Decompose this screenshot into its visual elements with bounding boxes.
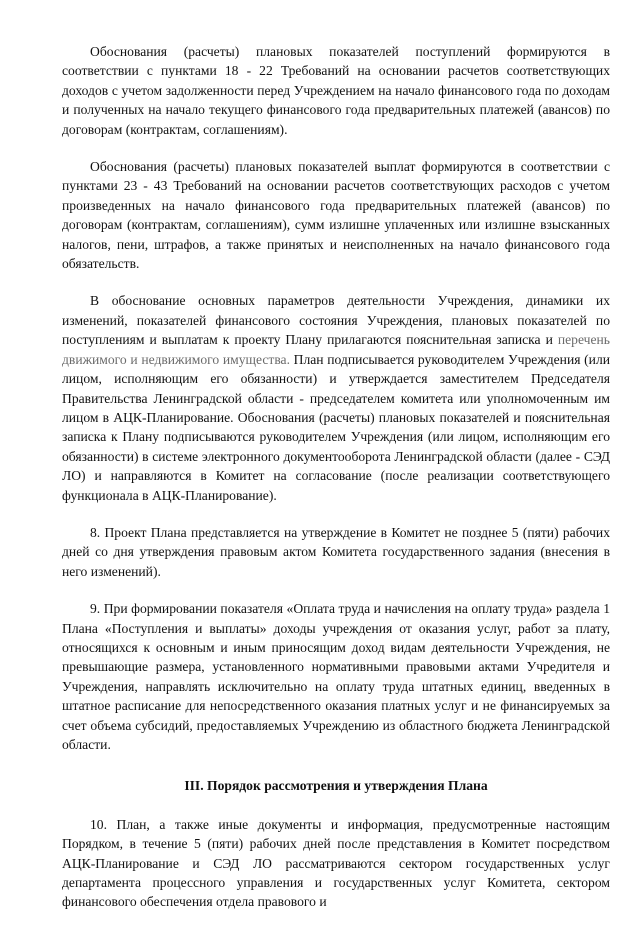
paragraph-item-10: 10. План, а также иные документы и информация, предусмотренные настоящим Порядком, в течение 5 (пяти) рабочих дней после представления в Комитет посредством АЦК-Планирование и СЭД ЛО рассматриваются сектором государственных услуг департамента процессного управления и государственных услуг Комитета, сектором финансового обеспечения отдела правового и bbox=[62, 816, 610, 910]
paragraph-revenue-justification: Обоснования (расчеты) плановых показателей поступлений формируются в соответствии с пунктами 18 - 22 Требований на основании расчетов соответствующих доходов с учетом задолженности перед Учреждением на начало финансового года по доходам и полученных на начало текущего финансового года предварительных платежей (авансов) по договорам (контрактам, соглашениям). bbox=[62, 44, 610, 137]
paragraph-item-9: 9. При формировании показателя «Оплата труда и начисления на оплату труда» раздела 1 Плана «Поступления и выплаты» доходы учреждения от оказания услуг, работ за плату, относящихся к основным и иным приносящим доход видам деятельности Учреждения, не превышающие размера, установленного нормативными правовыми актами Учредителя и Учреждения, направлять исключительно на оплату труда штатных единиц, введенных в штатное расписание для непосредственного оказания платных услуг и не финансируемых за счет объема субсидий, предоставляемых Учреждению из областного бюджета Ленинградской области. bbox=[62, 601, 610, 752]
paragraph-main-parameters-part1: В обоснование основных параметров деятельности Учреждения, динамики их изменений, показателей финансового состояния Учреждения, плановых показателей по поступлениям и выплатам к проекту Плану прилагаются пояснительная записка и bbox=[62, 293, 610, 348]
paragraph-item-8: 8. Проект Плана представляется на утверждение в Комитет не позднее 5 (пяти) рабочих дней со дня утверждения правовым актом Комитета государственного задания (внесения в него изменений). bbox=[62, 524, 610, 579]
section-heading: III. Порядок рассмотрения и утверждения Плана bbox=[184, 778, 488, 794]
document-body bbox=[62, 42, 610, 930]
paragraph-main-parameters-part2: План подписывается руководителем Учреждения (или лицом, исполняющим его обязанности) и утверждается заместителем Председателя Правительства Ленинградской области - председателем комитета или уполномоченным им лицом в АЦК-Планирование. Обоснования (расчеты) плановых показателей и пояснительная записка к Плану подписываются руководителем Учреждения (или лицом, исполняющим его обязанности) в системе электронного документооборота Ленинградской области (далее - СЭД ЛО) и направляются в Комитет на согласование (после реализации соответствующего функционала в АЦК-Планирование). bbox=[62, 351, 610, 503]
paragraph-expense-justification: Обоснования (расчеты) плановых показателей выплат формируются в соответствии с пунктами 23 - 43 Требований на основании расчетов соответствующих расходов с учетом произведенных на начало финансового года предварительных платежей (авансов) по договорам (контрактам, соглашениям), сумм излишне уплаченных или излишне взысканных налогов, пени, штрафов, а также принятых и неисполненных на начало финансового года обязательств. bbox=[62, 159, 610, 272]
paragraph-main-parameters bbox=[62, 291, 610, 504]
paragraph-main-parameters-faint: перечень движимого и недвижимого имущества. bbox=[62, 332, 610, 367]
